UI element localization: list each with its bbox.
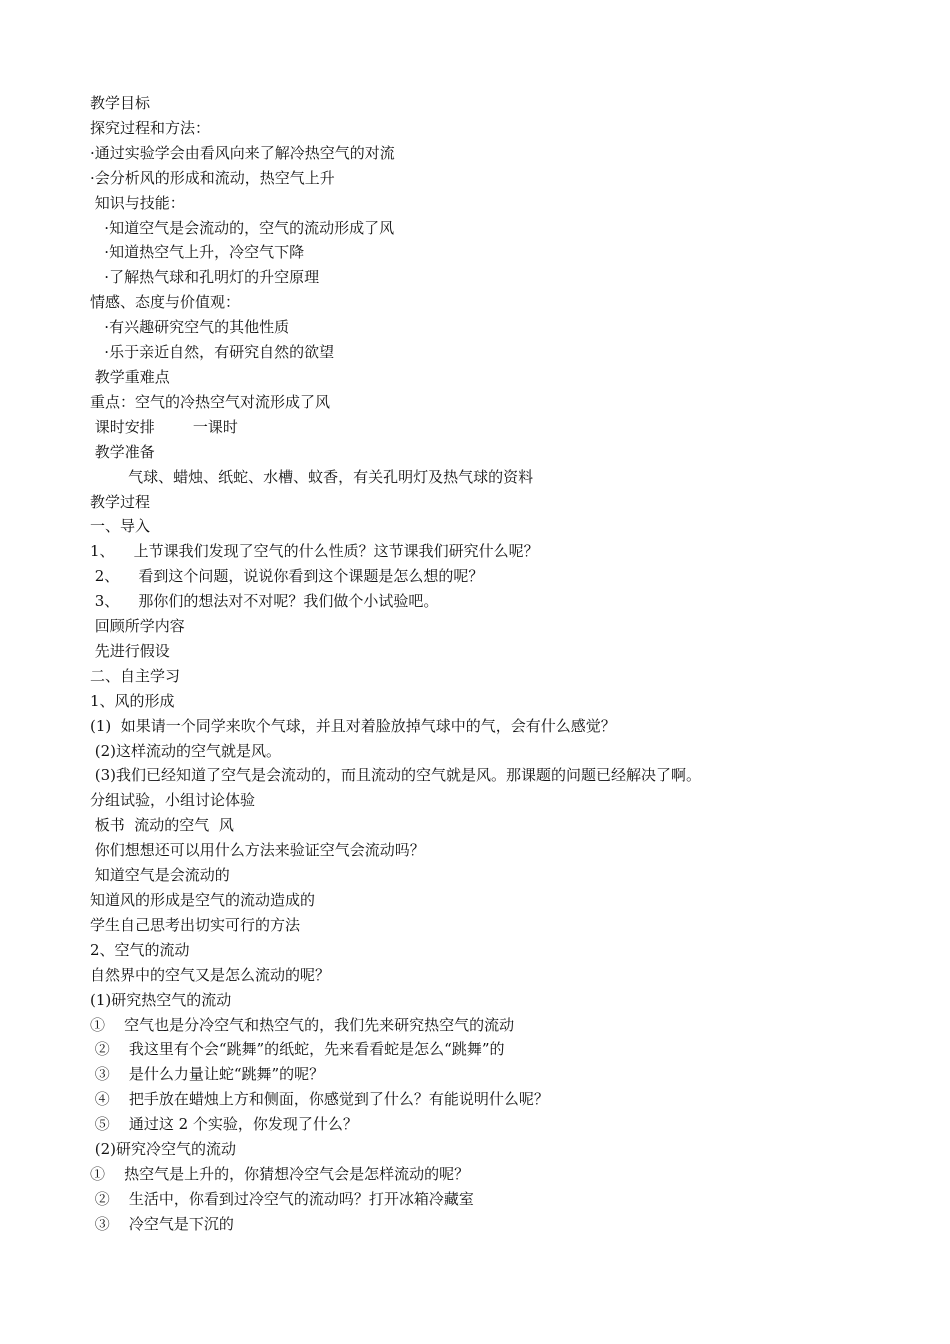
- list-item: (2)这样流动的空气就是风。: [90, 741, 282, 760]
- text-line: 学生自己思考出切实可行的方法: [90, 915, 301, 934]
- text-line: 板书 流动的空气 风: [90, 816, 234, 835]
- text-line: 知道风的形成是空气的流动造成的: [90, 891, 316, 909]
- text-line: ·了解热气球和孔明灯的升空原理: [90, 268, 320, 287]
- text-line: ·会分析风的形成和流动，热空气上升: [90, 168, 335, 187]
- text-line: ·乐于亲近自然，有研究自然的欲望: [90, 343, 335, 362]
- list-item: 2、 看到这个问题，说说你看到这个课题是怎么想的呢？: [90, 567, 484, 586]
- text-line: 回顾所学内容: [90, 617, 185, 636]
- list-item: ③ 冷空气是下沉的: [90, 1214, 234, 1233]
- document-body: [90, 91, 890, 1237]
- text-line: 分组试验，小组讨论体验: [90, 791, 256, 810]
- text-line: ·知道热空气上升，冷空气下降: [90, 243, 305, 262]
- heading-key-points: 教学重难点: [90, 367, 170, 386]
- section-heading: 一、导入: [90, 517, 151, 536]
- text-line: 情感、态度与价值观：: [90, 293, 241, 312]
- text-line: 探究过程和方法：: [90, 118, 211, 137]
- list-item: ③ 是什么力量让蛇“跳舞”的呢？: [90, 1065, 325, 1084]
- text-line: ·通过实验学会由看风向来了解冷热空气的对流: [90, 143, 395, 162]
- subsection-heading: 2、空气的流动: [90, 940, 190, 959]
- heading-teaching-process: 教学过程: [90, 492, 151, 511]
- list-item: 3、 那你们的想法对不对呢？我们做个小试验吧。: [90, 592, 439, 611]
- list-item: ④ 把手放在蜡烛上方和侧面，你感觉到了什么？有能说明什么呢？: [90, 1090, 549, 1109]
- text-line: 气球、蜡烛、纸蛇、水槽、蚊香，有关孔明灯及热气球的资料: [90, 467, 534, 486]
- text-line: 先进行假设: [90, 641, 170, 660]
- subsection-heading: (2)研究冷空气的流动: [90, 1140, 237, 1159]
- subsection-heading: (1)研究热空气的流动: [90, 990, 232, 1009]
- subsection-heading: 1、风的形成: [90, 691, 175, 710]
- list-item: 1、 上节课我们发现了空气的什么性质？这节课我们研究什么呢？: [90, 542, 539, 561]
- section-heading: 二、自主学习: [90, 666, 181, 685]
- heading-teaching-goals: 教学目标: [90, 94, 151, 112]
- list-item: (1) 如果请一个同学来吹个气球，并且对着脸放掉气球中的气，会有什么感觉？: [90, 716, 616, 735]
- text-line: 知识与技能：: [90, 193, 185, 212]
- text-line: ·有兴趣研究空气的其他性质: [90, 318, 290, 337]
- list-item: ① 空气也是分冷空气和热空气的，我们先来研究热空气的流动: [90, 1015, 515, 1034]
- list-item: (3)我们已经知道了空气是会流动的，而且流动的空气就是风。那课题的问题已经解决了啊。: [90, 766, 702, 785]
- list-item: ② 我这里有个会“跳舞”的纸蛇，先来看看蛇是怎么“跳舞”的: [90, 1040, 505, 1059]
- text-line: 课时安排 一课时: [90, 417, 238, 436]
- text-line: 知道空气是会流动的: [90, 866, 230, 885]
- text-line: ·知道空气是会流动的，空气的流动形成了风: [90, 218, 395, 237]
- text-line: 你们想想还可以用什么方法来验证空气会流动吗？: [90, 841, 425, 860]
- list-item: ② 生活中，你看到过冷空气的流动吗？打开冰箱冷藏室: [90, 1189, 474, 1208]
- list-item: ① 热空气是上升的，你猜想冷空气会是怎样流动的呢？: [90, 1164, 470, 1183]
- heading-preparation: 教学准备: [90, 442, 155, 461]
- list-item: ⑤ 通过这 2 个实验，你发现了什么？: [90, 1115, 358, 1134]
- text-line: 重点：空气的冷热空气对流形成了风: [90, 392, 331, 411]
- text-line: 自然界中的空气又是怎么流动的呢？: [90, 965, 331, 984]
